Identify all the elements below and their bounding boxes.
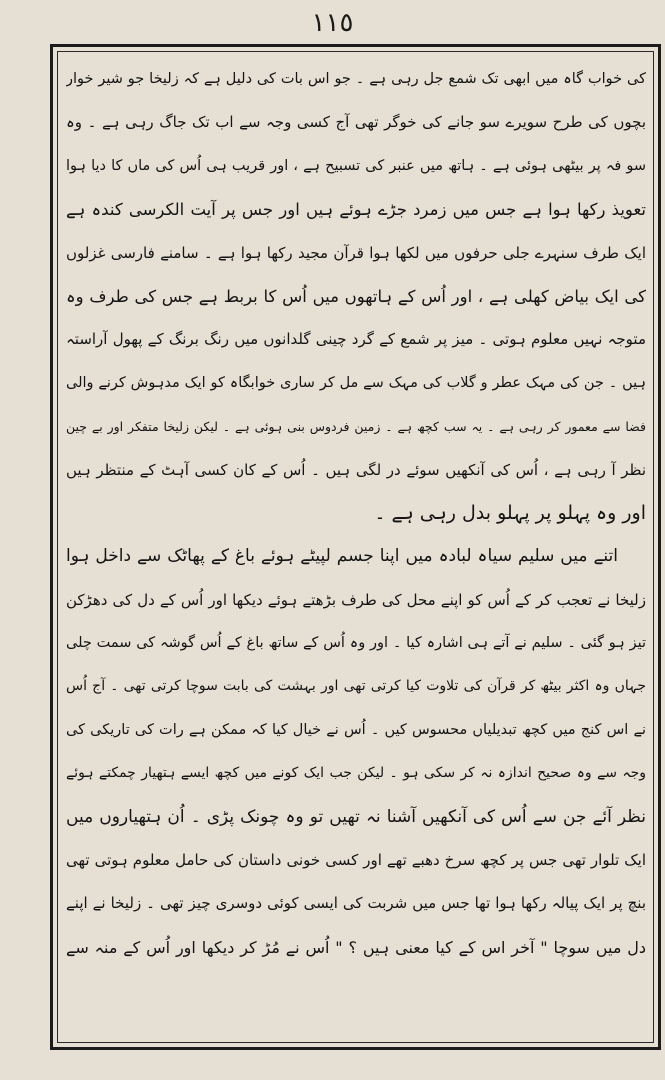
text-line: تیز ہو گئی ۔ سلیم نے آتے ہی اشارہ کیا ۔ اور وہ اُس کے ساتھ باغ کے اُس گوشہ کی سمت چلی	[66, 635, 646, 652]
text-line: وجہ سے وہ صحیح اندازہ نہ کر سکی ہو ۔ لیکن جب ایک کونے میں کچھ ایسے ہتھیار چمکتے ہوئے	[66, 765, 646, 782]
text-line-paragraph-end: اور وہ پہلو پر پہلو بدل رہی ہے ۔	[374, 501, 646, 524]
text-line: تعویذ رکھا ہوا ہے جس میں زمرد جڑے ہوئے ہیں اور جس پر آیت الکرسی کندہ ہے	[66, 200, 646, 220]
text-line: دل میں سوچا " آخر اس کے کیا معنی ہیں ؟ " اُس نے مُڑ کر دیکھا اور اُس کے منہ سے	[66, 937, 646, 957]
page-number: ١١٥	[311, 8, 354, 38]
text-line: ایک تلوار تھی جس پر کچھ سرخ دھبے تھے اور کسی خونی داستان کی حامل معلوم ہوتی تھی	[66, 851, 646, 870]
text-line: کی ایک بیاض کھلی ہے ، اور اُس کے ہاتھوں میں اُس کا بربط ہے جس کی طرف وہ	[66, 286, 646, 306]
text-line: بنچ پر ایک پیالہ رکھا ہوا تھا جس میں شربت کی ایسی کوئی دوسری چیز تھی ۔ زلیخا نے اپنے	[66, 894, 646, 913]
text-line: بچوں کی طرح سویرے سو جانے کی خوگر تھی آج کسی وجہ سے اب تک جاگ رہی ہے ۔ وہ	[66, 113, 646, 132]
text-line: فضا سے معمور کر رہی ہے ۔ یہ سب کچھ ہے ۔ زمین فردوس بنی ہوئی ہے ۔ لیکن زلیخا متفکر اور بے چین	[66, 419, 646, 435]
text-line: نظر آ رہی ہے ، اُس کی آنکھیں سوئے در لگی ہیں ۔ اُس کے کان کسی آہٹ کے منتظر ہیں	[66, 460, 646, 479]
urdu-text-body	[66, 58, 646, 1036]
text-line: کی خواب گاہ میں ابھی تک شمع جل رہی ہے ۔ جو اس بات کی دلیل ہے کہ زلیخا جو شیر خوار	[66, 71, 646, 87]
text-line: جہاں وہ اکثر بیٹھ کر قرآن کی تلاوت کیا کرتی تھی اور بہشت کی بابت سوچا کرتی تھی ۔ آج اُس	[66, 678, 646, 695]
text-line: نے اس کنج میں کچھ تبدیلیاں محسوس کیں ۔ اُس نے خیال کیا کہ ممکن ہے رات کی تاریکی کی	[66, 721, 646, 738]
text-line: متوجہ نہیں معلوم ہوتی ۔ میز پر شمع کے گرد چینی گلدانوں میں رنگ برنگ کے پھول آراستہ	[66, 330, 646, 349]
text-line: سو فہ پر بیٹھی ہوئی ہے ۔ ہاتھ میں عنبر کی تسبیح ہے ، اور قریب ہی اُس کی ماں کا دیا ہوا	[66, 157, 646, 174]
text-line: زلیخا نے تعجب کر کے اُس کو اپنے محل کی طرف بڑھتے ہوئے دیکھا اور اُس کے دل کی دھڑکن	[66, 590, 646, 609]
text-line-paragraph-start: اتنے میں سلیم سیاہ لبادہ میں اپنا جسم لپیٹے ہوئے باغ کے پھاٹک سے داخل ہوا	[66, 546, 618, 567]
text-line: ایک طرف سنہرے جلی حرفوں میں لکھا ہوا قرآن مجید رکھا ہوا ہے ۔ سامنے فارسی غزلوں	[66, 243, 646, 262]
text-line: ہیں ۔ جن کی مہک عطر و گلاب کی مہک سے مل کر ساری خوابگاہ کو ایک مدہوش کرنے والی	[66, 374, 646, 391]
text-line: نظر آئے جن سے اُس کی آنکھیں آشنا نہ تھیں تو وہ چونک پڑی ۔ اُن ہتھیاروں میں	[66, 806, 646, 827]
